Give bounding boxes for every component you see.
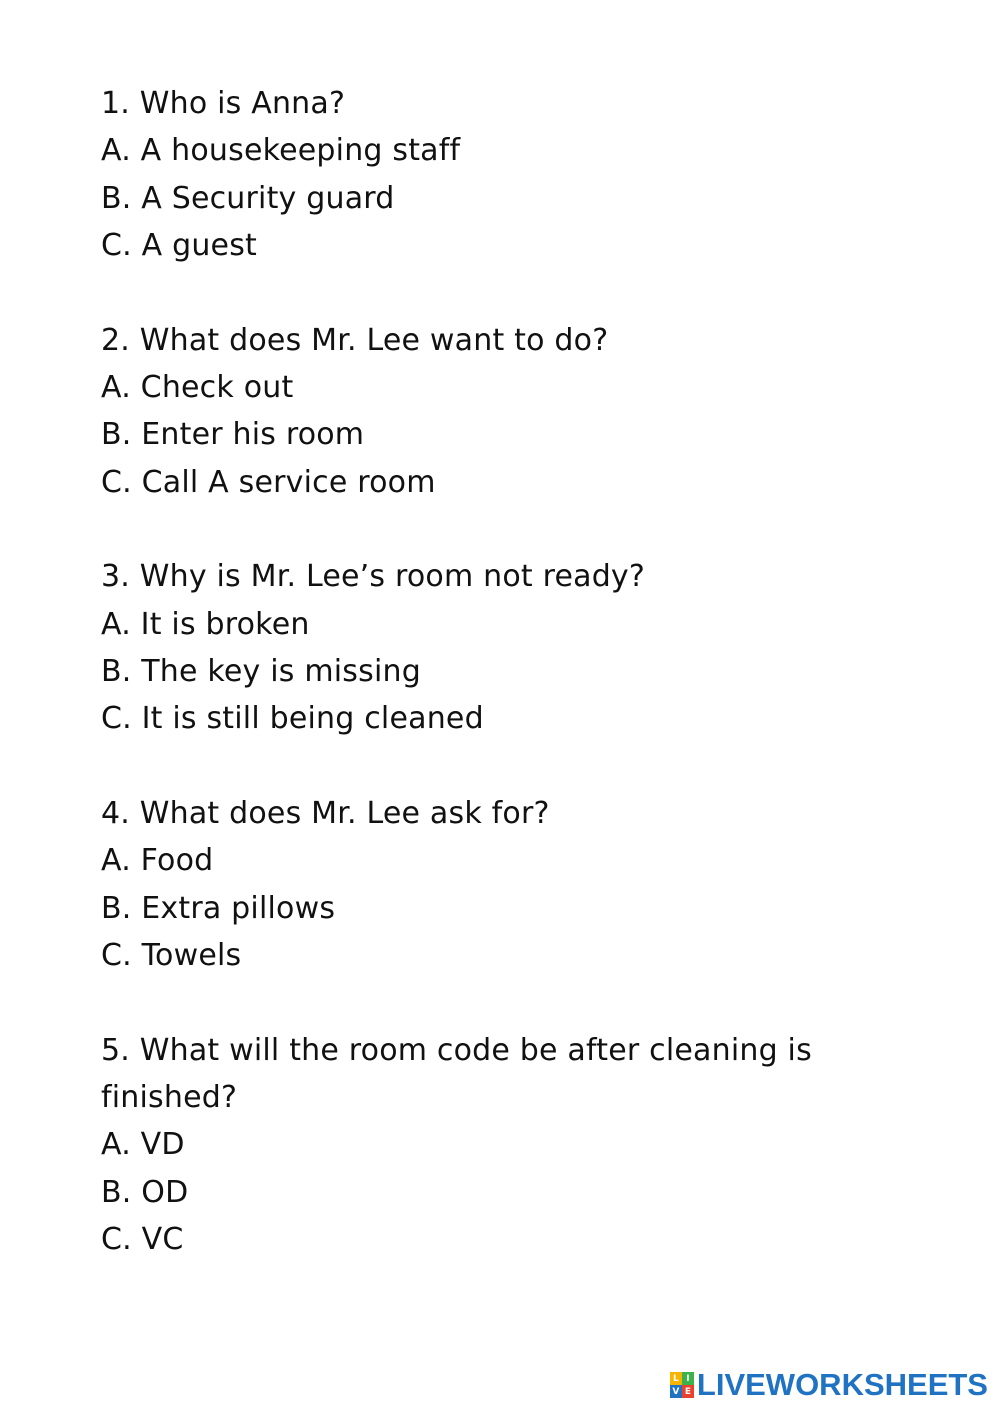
question-4: [101, 790, 901, 980]
question-text: 3. Why is Mr. Lee’s room not ready?: [101, 559, 646, 595]
liveworksheets-logo: [670, 1368, 988, 1402]
question-1: [101, 80, 901, 270]
answer-option: B. Enter his room: [101, 417, 365, 453]
answer-option: A. Food: [101, 843, 214, 879]
question-text: 5. What will the room code be after cleaning is finished?: [101, 1032, 812, 1115]
logo-tile: E: [682, 1385, 694, 1398]
answer-option: A. VD: [101, 1127, 185, 1163]
question-2: [101, 317, 901, 507]
answer-option: B. OD: [101, 1174, 189, 1210]
answer-option: B. A Security guard: [101, 180, 395, 216]
question-text: 1. Who is Anna?: [101, 86, 346, 121]
logo-tile: L: [670, 1372, 682, 1385]
answer-option: A. Check out: [101, 370, 294, 406]
answer-option: C. VC: [101, 1222, 184, 1258]
answer-option: C. Towels: [101, 938, 242, 974]
worksheet: [101, 80, 901, 1311]
answer-option: A. A housekeeping staff: [101, 133, 461, 169]
question-text: 4. What does Mr. Lee ask for?: [101, 795, 550, 831]
question-3: [101, 553, 901, 743]
question-5: [101, 1027, 901, 1264]
liveworksheets-logo-icon: [670, 1372, 694, 1398]
logo-tile: I: [682, 1372, 694, 1385]
answer-option: A. It is broken: [101, 606, 310, 642]
answer-option: B. The key is missing: [101, 654, 421, 690]
answer-option: C. It is still being cleaned: [101, 701, 484, 737]
question-text: 2. What does Mr. Lee want to do?: [101, 322, 609, 358]
logo-text: LIVEWORKSHEETS: [696, 1367, 988, 1402]
answer-option: B. Extra pillows: [101, 890, 336, 926]
answer-option: C. Call A service room: [101, 464, 436, 500]
logo-tile: V: [670, 1385, 682, 1398]
answer-option: C. A guest: [101, 228, 257, 264]
